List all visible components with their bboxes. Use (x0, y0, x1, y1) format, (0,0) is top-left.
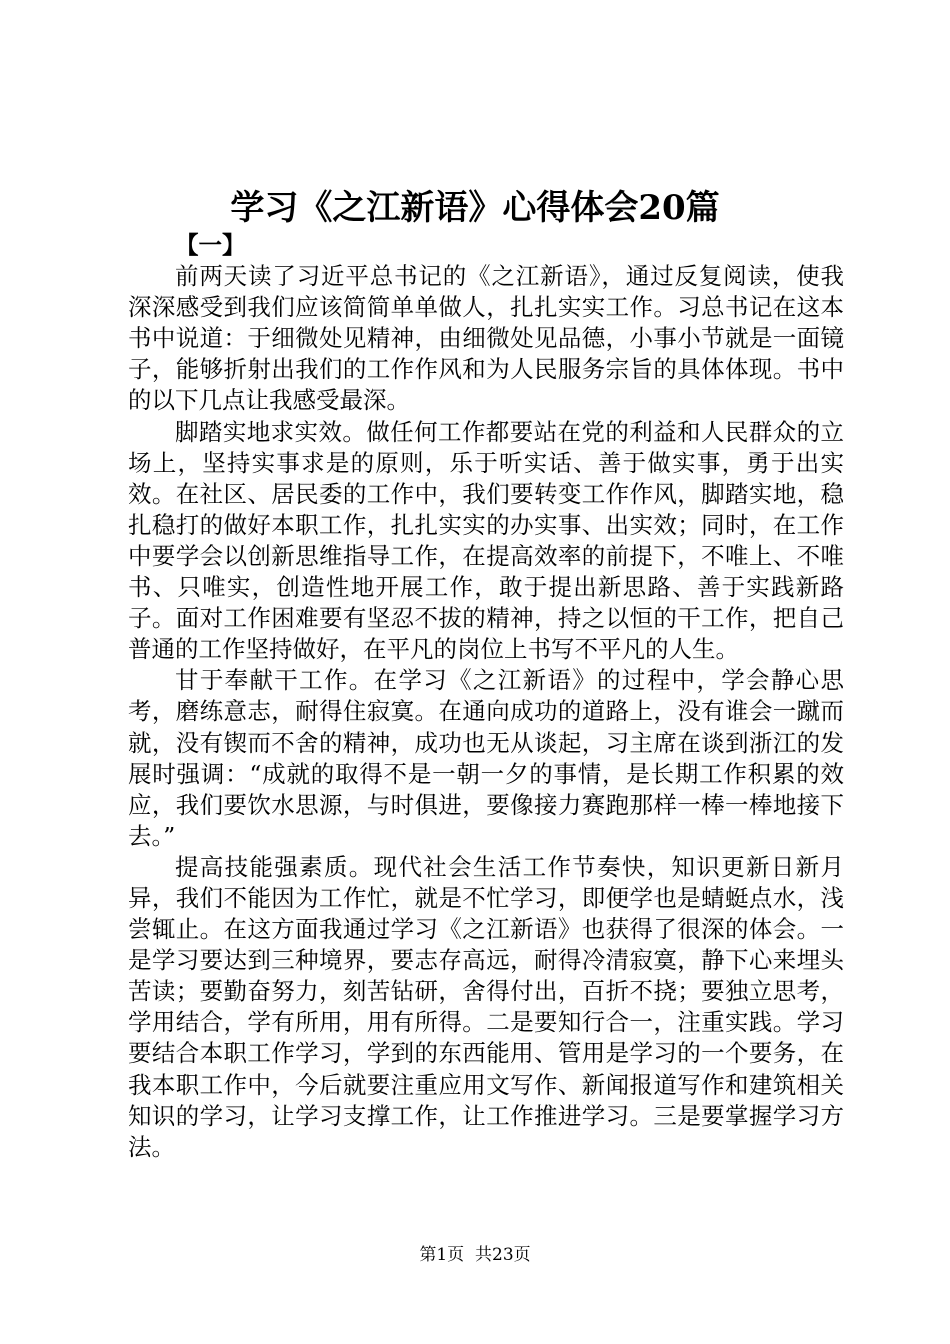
section-label: 【一】 (175, 231, 246, 259)
paragraph-improve-skills: 提高技能强素质。现代社会生活工作节奏快，知识更新日新月异，我们不能因为工作忙，就是不忙学习，即便学也是蜻蜓点水，浅尝辄止。在这方面我通过学习《之江新语》也获得了很深的体会。一是学习要达到三种境界，要志存高远，耐得冷清寂寞，静下心来埋头苦读；要勤奋努力，刻苦钻研，舍得付出，百折不挠；要独立思考，学用结合，学有所用，用有所得。二是要知行合一，注重实践。学习要结合本职工作学习，学到的东西能用、管用是学习的一个要务，在我本职工作中，今后就要注重应用文写作、新闻报道写作和建筑相关知识的学习，让学习支撑工作，让工作推进学习。三是要掌握学习方法。 (128, 852, 844, 1161)
paragraph-dedication: 甘于奉献干工作。在学习《之江新语》的过程中，学会静心思考，磨练意志，耐得住寂寞。在通向成功的道路上，没有谁会一蹴而就，没有锲而不舍的精神，成功也无从谈起，习主席在谈到浙江的发展时强调：“成就的取得不是一朝一夕的事情，是长期工作积累的效应，我们要饮水思源，与时俱进，要像接力赛跑那样一棒一棒地接下去。” (128, 666, 844, 850)
paragraph-intro: 前两天读了习近平总书记的《之江新语》，通过反复阅读，使我深深感受到我们应该简简单单做人，扎扎实实工作。习总书记在这本书中说道：于细微处见精神，由细微处见品德，小事小节就是一面镜子，能够折射出我们的工作作风和为人民服务宗旨的具体体现。书中的以下几点让我感受最深。 (128, 262, 844, 415)
document-title: 学习《之江新语》心得体会20篇 (230, 188, 720, 228)
document-body (128, 230, 844, 1163)
paragraph-practical-results: 脚踏实地求实效。做任何工作都要站在党的利益和人民群众的立场上，坚持实事求是的原则，乐于听实话、善于做实事，勇于出实效。在社区、居民委的工作中，我们要转变工作作风，脚踏实地，稳扎稳打的做好本职工作，扎扎实实的办实事、出实效；同时，在工作中要学会以创新思维指导工作，在提高效率的前提下，不唯上、不唯书、只唯实，创造性地开展工作，敢于提出新思路、善于实践新路子。面对工作困难要有坚忍不拔的精神，持之以恒的干工作，把自己普通的工作坚持做好，在平凡的岗位上书写不平凡的人生。 (128, 417, 844, 664)
page-number-current: 第1页 (419, 1245, 465, 1265)
page-footer (0, 1243, 950, 1267)
page-number-total: 共23页 (475, 1245, 531, 1265)
